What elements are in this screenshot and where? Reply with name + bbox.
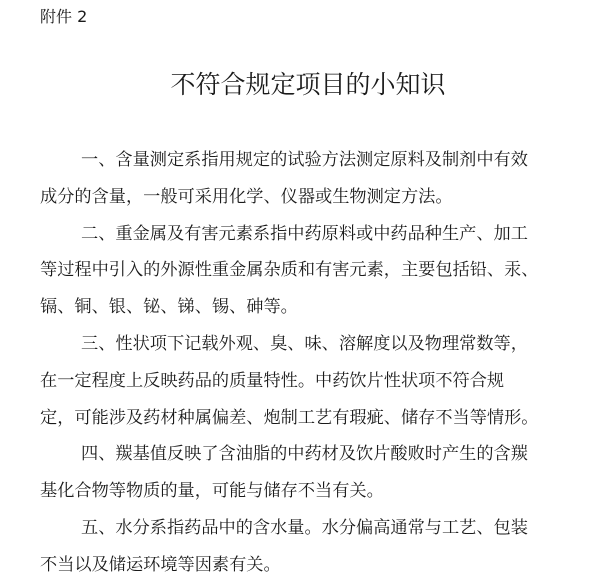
document-title: 不符合规定项目的小知识 (170, 70, 446, 99)
paragraph-4-line-1: 四、羰基值反映了含油脂的中药材及饮片酸败时产生的含羰 (81, 444, 528, 465)
paragraph-5-line-2: 不当以及储运环境等因素有关。 (40, 554, 281, 575)
attachment-label: 附件 2 (40, 7, 88, 26)
paragraph-4-line-2: 基化合物等物质的量，可能与储存不当有关。 (40, 481, 384, 502)
paragraph-1-line-2: 成分的含量，一般可采用化学、仪器或生物测定方法。 (40, 186, 453, 207)
paragraph-3-line-2: 在一定程度上反映药品的质量特性。中药饮片性状项不符合规 (40, 370, 505, 391)
paragraph-1-line-1: 一、含量测定系指用规定的试验方法测定原料及制剂中有效 (81, 150, 528, 170)
paragraph-5-line-1: 五、水分系指药品中的含水量。水分偏高通常与工艺、包装 (81, 517, 528, 538)
paragraph-2-line-3: 镉、铜、银、铋、锑、锡、砷等。 (40, 297, 298, 318)
paragraph-3-line-1: 三、性状项下记载外观、臭、味、溶解度以及物理常数等， (81, 333, 528, 354)
paragraph-2-line-1: 二、重金属及有害元素系指中药原料或中药品种生产、加工 (81, 223, 528, 244)
paragraph-3-line-3: 定，可能涉及药材种属偏差、炮制工艺有瑕疵、储存不当等情形。 (40, 407, 539, 428)
document-body (40, 142, 588, 584)
paragraph-2-line-2: 等过程中引入的外源性重金属杂质和有害元素，主要包括铅、汞、 (40, 260, 539, 281)
